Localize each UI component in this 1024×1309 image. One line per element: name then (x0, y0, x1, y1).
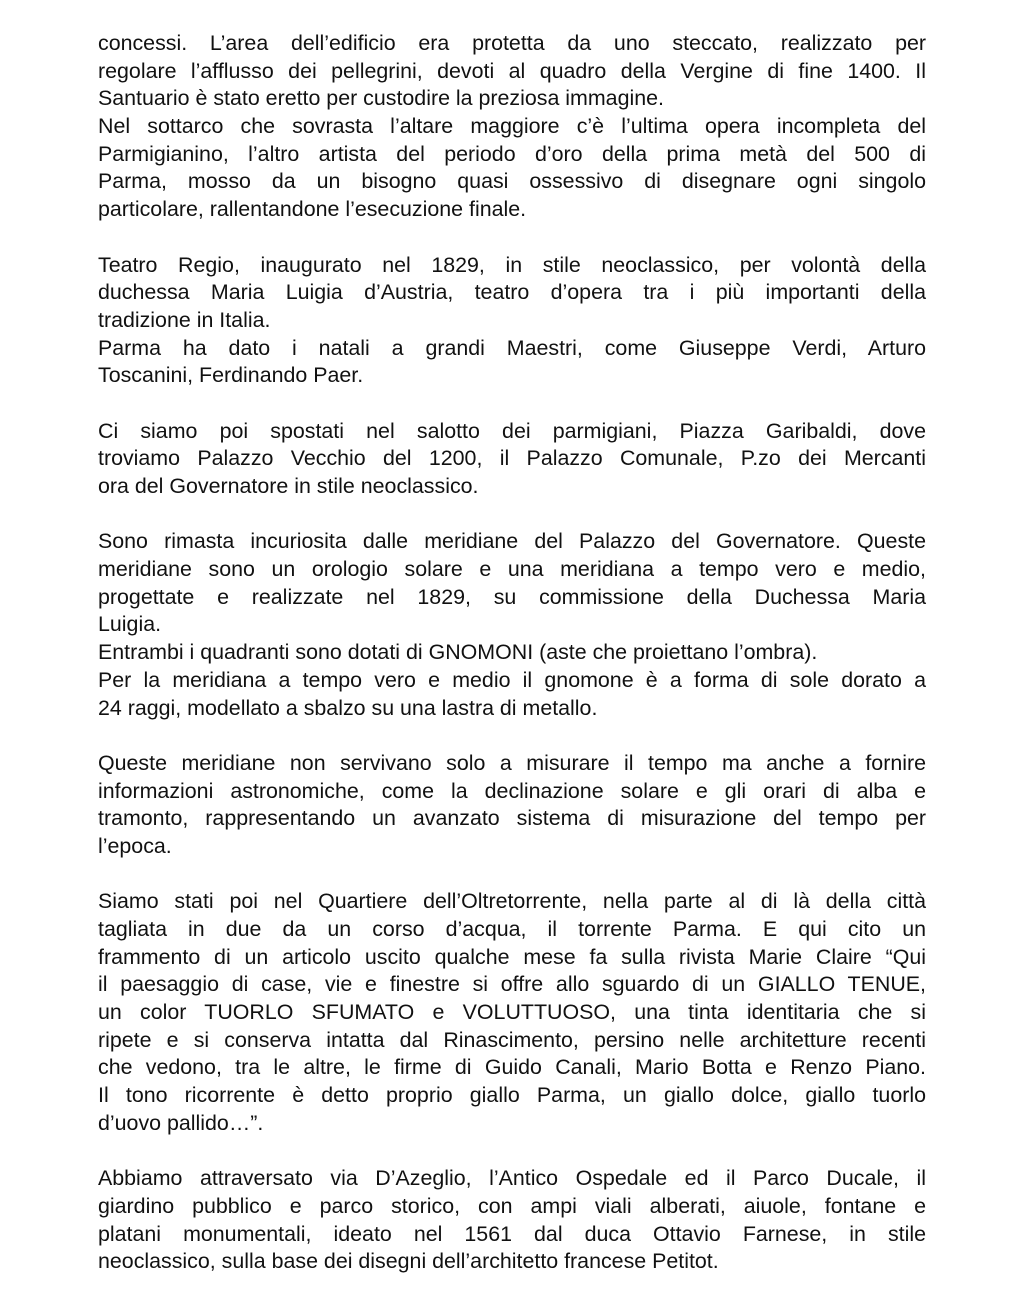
text-line: giardino pubblico e parco storico, con ampi viali alberati, aiuole, fontane e (98, 1193, 926, 1218)
text-line: Entrambi i quadranti sono dotati di GNOMONI (aste che proiettano l’ombra). (98, 640, 818, 665)
text-line: Luigia. (98, 612, 162, 637)
text-line: il paesaggio di case, vie e finestre si offre allo sguardo di un GIALLO TENUE, (98, 972, 926, 997)
text-line: Queste meridiane non servivano solo a misurare il tempo ma anche a fornire (98, 750, 926, 775)
paragraph (98, 750, 926, 861)
text-line: regolare l’afflusso dei pellegrini, devoti al quadro della Vergine di fine 1400. Il (98, 58, 926, 83)
text-line: Parma, mosso da un bisogno quasi ossessivo di disegnare ogni singolo (98, 169, 926, 194)
text-line: Per la meridiana a tempo vero e medio il gnomone è a forma di sole dorato a (98, 667, 926, 692)
paragraph (98, 1165, 926, 1276)
text-line: un color TUORLO SFUMATO e VOLUTTUOSO, una tinta identitaria che si (98, 1000, 926, 1025)
paragraph (98, 418, 926, 501)
paragraph (98, 252, 926, 390)
text-line: platani monumentali, ideato nel 1561 dal duca Ottavio Farnese, in stile (98, 1221, 926, 1246)
text-line: meridiane sono un orologio solare e una meridiana a tempo vero e medio, (98, 557, 926, 582)
text-line: concessi. L’area dell’edificio era protetta da uno steccato, realizzato per (98, 31, 926, 55)
text-line: ora del Governatore in stile neoclassico. (98, 474, 479, 498)
text-line: Parmigianino, l’altro artista del periodo d’oro della prima metà del 500 di (98, 141, 926, 166)
text-line: tradizione in Italia. (98, 307, 271, 332)
text-line: Santuario è stato eretto per custodire la preziosa immagine. (98, 86, 664, 111)
text-line: particolare, rallentandone l’esecuzione finale. (98, 197, 527, 222)
paragraph (98, 30, 926, 224)
text-line: Toscanini, Ferdinando Paer. (98, 363, 364, 388)
text-line: informazioni astronomiche, come la declinazione solare e gli orari di alba e (98, 778, 926, 803)
text-line: tramonto, rappresentando un avanzato sistema di misurazione del tempo per (98, 806, 926, 831)
text-line: duchessa Maria Luigia d’Austria, teatro d’opera tra i più importanti della (98, 280, 926, 305)
text-line: frammento di un articolo uscito qualche mese fa sulla rivista Marie Claire “Qui (98, 944, 926, 969)
text-line: Ci siamo poi spostati nel salotto dei parmigiani, Piazza Garibaldi, dove (98, 418, 926, 443)
paragraph (98, 888, 926, 1137)
text-line: Teatro Regio, inaugurato nel 1829, in stile neoclassico, per volontà della (98, 252, 926, 277)
text-line: neoclassico, sulla base dei disegni dell’architetto francese Petitot. (98, 1249, 719, 1274)
text-line: Siamo stati poi nel Quartiere dell’Oltretorrente, nella parte al di là della città (98, 889, 926, 914)
text-line: troviamo Palazzo Vecchio del 1200, il Palazzo Comunale, P.zo dei Mercanti (98, 446, 926, 471)
document-page (98, 30, 926, 1304)
text-line: che vedono, tra le altre, le firme di Guido Canali, Mario Botta e Renzo Piano. (98, 1055, 926, 1080)
text-line: tagliata in due da un corso d’acqua, il torrente Parma. E qui cito un (98, 917, 926, 941)
text-line: l’epoca. (98, 833, 172, 858)
text-line: Il tono ricorrente è detto proprio giallo Parma, un giallo dolce, giallo tuorlo (98, 1083, 926, 1108)
text-line: d’uovo pallido…”. (98, 1110, 264, 1135)
text-line: 24 raggi, modellato a sbalzo su una lastra di metallo. (98, 695, 598, 720)
text-line: Abbiamo attraversato via D’Azeglio, l’Antico Ospedale ed il Parco Ducale, il (98, 1166, 926, 1191)
text-line: Parma ha dato i natali a grandi Maestri, come Giuseppe Verdi, Arturo (98, 335, 926, 360)
text-line: progettate e realizzate nel 1829, su commissione della Duchessa Maria (98, 584, 926, 609)
text-line: Sono rimasta incuriosita dalle meridiane del Palazzo del Governatore. Queste (98, 529, 926, 554)
paragraph (98, 528, 926, 722)
text-line: Nel sottarco che sovrasta l’altare maggiore c’è l’ultima opera incompleta del (98, 114, 926, 139)
text-line: ripete e si conserva intatta dal Rinascimento, persino nelle architetture recenti (98, 1027, 926, 1052)
